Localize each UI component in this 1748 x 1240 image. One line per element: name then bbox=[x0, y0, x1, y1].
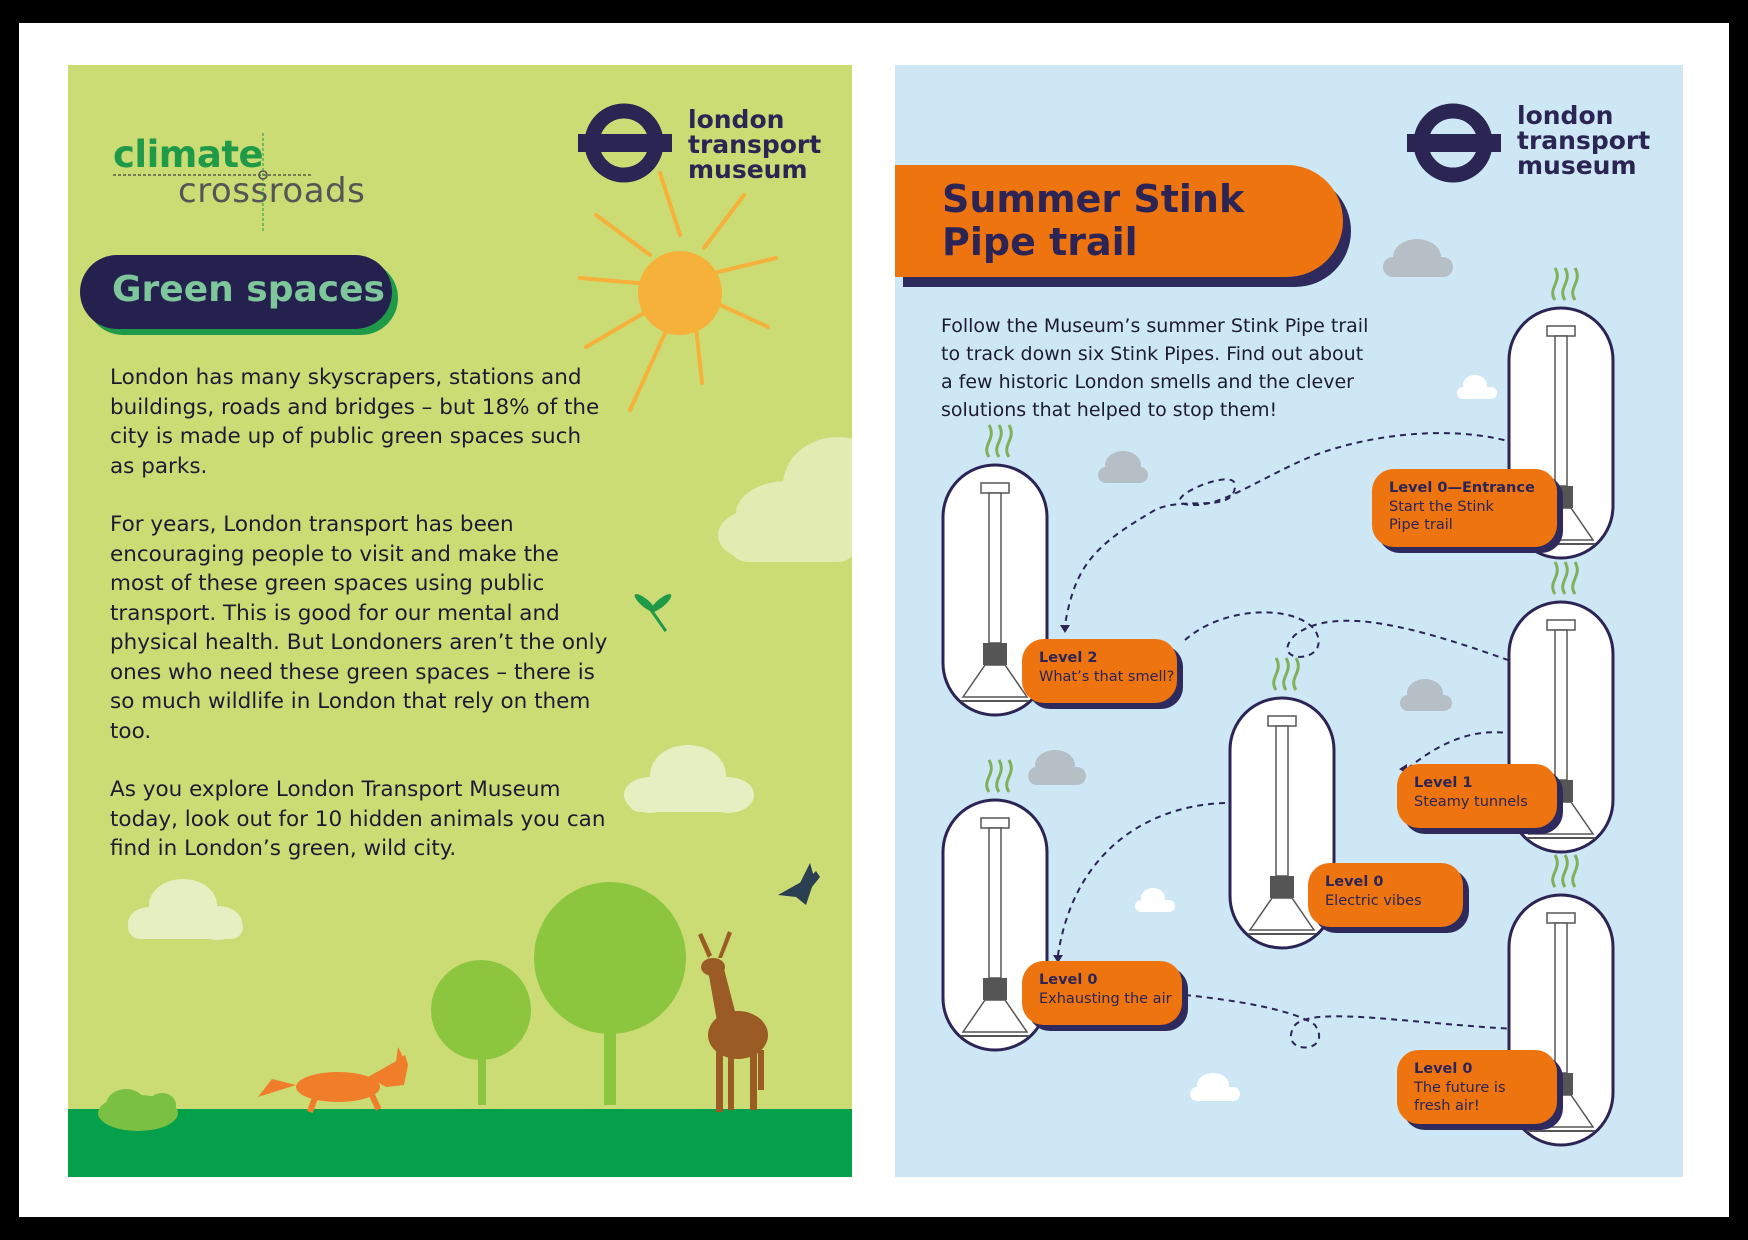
green-spaces-heading-pill bbox=[80, 255, 392, 329]
trail-stop bbox=[1372, 469, 1557, 547]
green-spaces-panel bbox=[68, 65, 852, 1177]
ltm-logo-line: museum bbox=[1517, 151, 1637, 180]
frog-icon bbox=[98, 1089, 178, 1131]
page-title: Pipe trail bbox=[942, 220, 1138, 264]
cloud-icon bbox=[624, 745, 754, 813]
cloud-icon bbox=[718, 437, 852, 562]
crossroads-cross-icon bbox=[113, 133, 373, 253]
trail-intro: Follow the Museum’s summer Stink Pipe trail to track down six Stink Pipes. Find out about a few historic London smells and the clever solutions that helped to stop them! bbox=[941, 315, 1369, 421]
cloud-icon bbox=[1383, 239, 1453, 277]
ltm-logo-line: transport bbox=[1517, 126, 1651, 155]
stop-description: Electric vibes bbox=[1325, 892, 1422, 909]
stop-description: What’s that smell? bbox=[1039, 668, 1175, 685]
stop-description: The future is fresh air! bbox=[1414, 1079, 1506, 1114]
stop-description: Start the Stink Pipe trail bbox=[1389, 498, 1494, 533]
stop-level: Level 0 bbox=[1414, 1061, 1473, 1077]
stop-level: Level 0—Entrance bbox=[1389, 480, 1535, 496]
deer-icon bbox=[698, 931, 768, 1112]
body-paragraph: London has many skyscrapers, stations and buildings, roads and bridges – but 18% of the city is made up of public green spaces such as parks. bbox=[110, 365, 600, 479]
ltm-logo-line: museum bbox=[688, 155, 808, 184]
stop-description: Steamy tunnels bbox=[1414, 793, 1528, 810]
page-title: Summer Stink bbox=[942, 177, 1245, 221]
bird-icon bbox=[778, 863, 820, 905]
stop-level: Level 0 bbox=[1039, 972, 1098, 988]
cloud-icon bbox=[1098, 451, 1148, 483]
fox-icon bbox=[258, 1047, 408, 1113]
ltm-logo-line: london bbox=[688, 105, 785, 134]
stink-pipe-panel bbox=[895, 65, 1683, 1177]
ltm-logo-line: transport bbox=[688, 130, 822, 159]
body-paragraph: For years, London transport has been encouraging people to visit and make the most of these green spaces using public transport. This is good for our mental and physical health. But Londoners aren’t the only ones who need these green spaces – there is so much wildlife in London that rely on them too. bbox=[110, 512, 608, 744]
trail-stop bbox=[1397, 764, 1557, 828]
stink-pipe-title-pill bbox=[895, 165, 1343, 277]
cloud-icon bbox=[1135, 888, 1175, 912]
cloud-icon bbox=[1457, 375, 1497, 399]
trail-stop bbox=[1022, 639, 1177, 703]
page-title: Green spaces bbox=[112, 269, 385, 310]
trail-stop bbox=[1022, 961, 1182, 1025]
cloud-icon bbox=[1190, 1073, 1240, 1101]
trail-stop bbox=[1308, 863, 1463, 927]
stop-level: Level 1 bbox=[1414, 775, 1473, 791]
stop-level: Level 0 bbox=[1325, 874, 1384, 890]
stop-level: Level 2 bbox=[1039, 650, 1098, 666]
tree-icon bbox=[534, 882, 686, 1105]
cloud-icon bbox=[1028, 750, 1086, 785]
ltm-logo-line: london bbox=[1517, 101, 1614, 130]
tree-icon bbox=[431, 960, 531, 1105]
roundel-icon bbox=[578, 103, 678, 183]
roundel-icon bbox=[1407, 103, 1507, 183]
cloud-icon bbox=[1400, 679, 1452, 711]
trail-stop bbox=[1397, 1050, 1557, 1124]
climate-crossroads-logo: climate crossroads bbox=[113, 133, 373, 253]
grass-strip bbox=[68, 1109, 852, 1177]
dragonfly-icon bbox=[632, 592, 673, 632]
stop-description: Exhausting the air bbox=[1039, 990, 1172, 1007]
green-spaces-body bbox=[110, 363, 610, 893]
body-paragraph: As you explore London Transport Museum today, look out for 10 hidden animals you can find in London’s green, wild city. bbox=[110, 777, 606, 861]
